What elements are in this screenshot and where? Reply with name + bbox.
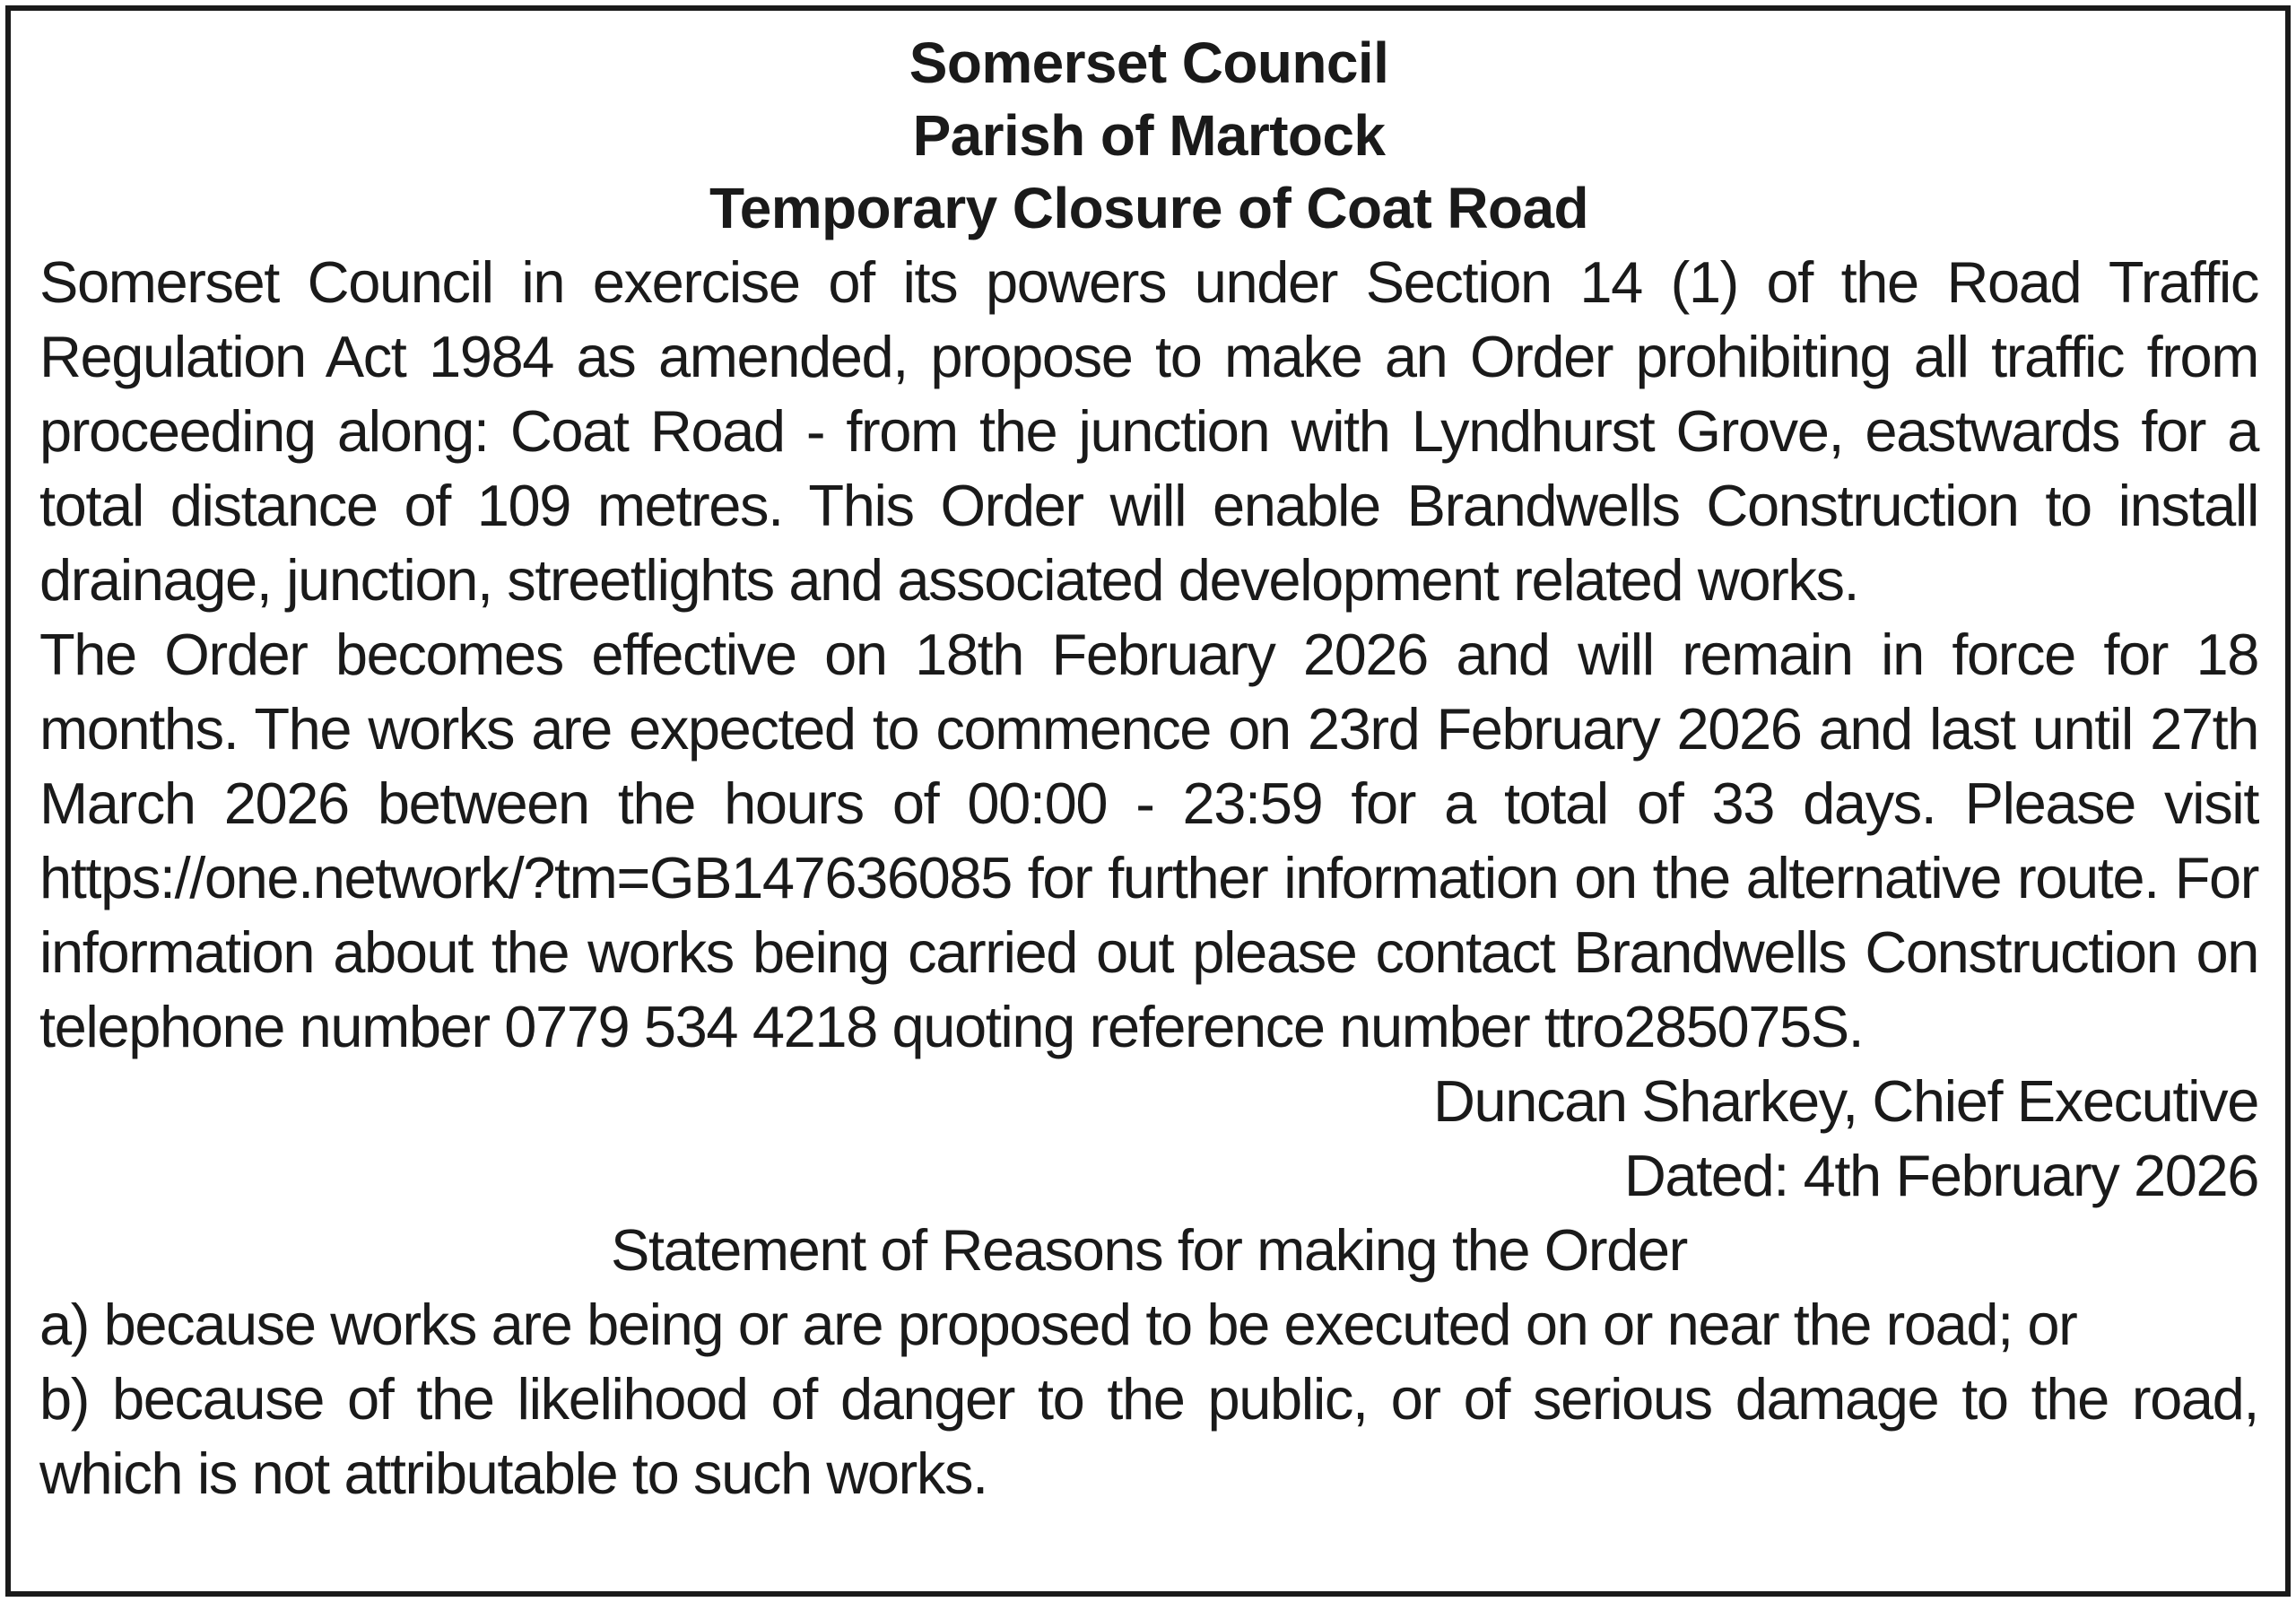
authority-heading: Somerset Council [909,30,1389,95]
reason-a: a) because works are being or are proposed to be executed on or near the road; or [39,1292,2077,1357]
order-paragraph: Somerset Council in exercise of its powers under Section 14 (1) of the Road Traffic Regulation Act 1984 as amended, propose to make an Order prohibiting all traffic from proceeding along: Coat Road - from the junction with Lyndhurst Grove, eastwards for a total distance of 109 metres. This Order will enable Brandwells Construction to install drainage, junction, streetlights and associated development related works. [39,249,2258,613]
notice-content [39,27,2258,1511]
signatory: Duncan Sharkey, Chief Executive [1432,1068,2258,1134]
parish-heading: Parish of Martock [912,103,1386,168]
effective-paragraph: The Order becomes effective on 18th February 2026 and will remain in force for 18 months. The works are expected to commence on 23rd February 2026 and last until 27th March 2026 between the hours of 00:00 - 23:59 for a total of 33 days. Please visit https://one.network/?tm=GB147636085 for further information on the alternative route. For information about the works being carried out please contact Brandwells Construction on telephone number 0779 534 4218 quoting reference number ttro285075S. [39,622,2258,1059]
reason-b: b) because of the likelihood of danger to the public, or of serious damage to the road, which is not attributable to such works. [39,1366,2258,1506]
date-line: Dated: 4th February 2026 [1623,1143,2258,1208]
notice-title: Temporary Closure of Coat Road [709,176,1589,240]
reasons-heading: Statement of Reasons for making the Order [611,1217,1687,1283]
public-notice [5,5,2291,1597]
